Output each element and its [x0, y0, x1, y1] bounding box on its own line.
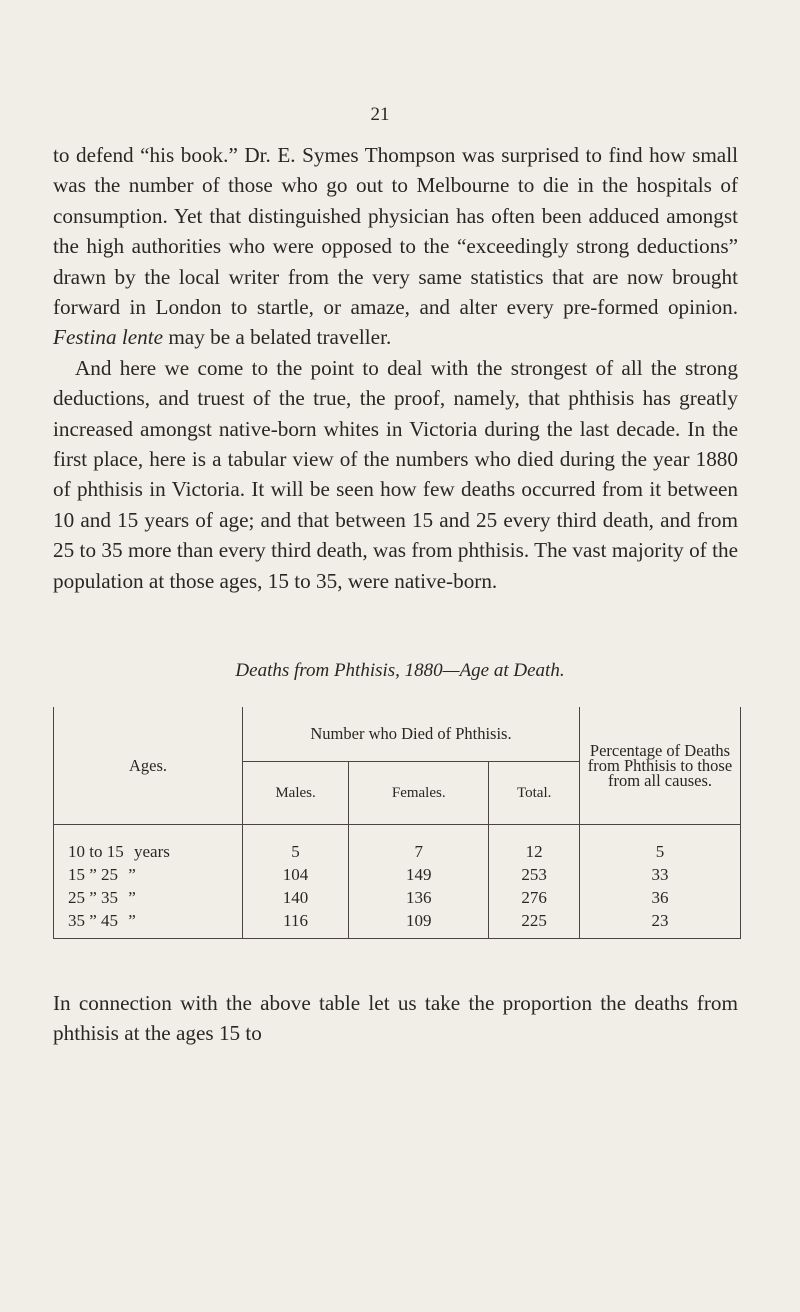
cell-percentage: 36	[580, 886, 741, 909]
header-percentage: Percentage of Deaths from Phthisis to those from all causes.	[580, 707, 741, 825]
closing-paragraph: In connection with the above table let us take the proportion the deaths from phthisis at the ages 15 to	[53, 991, 738, 1046]
cell-females: 136	[349, 886, 489, 909]
cell-age	[54, 825, 243, 864]
cell-total: 12	[489, 825, 580, 864]
cell-percentage: 5	[580, 825, 741, 864]
age-sep: ”	[89, 864, 97, 884]
page-number: 21	[370, 104, 390, 125]
paragraph-1-italic: Festina lente	[53, 325, 164, 350]
cell-males: 5	[243, 825, 349, 864]
table-row	[54, 909, 741, 939]
age-unit: ”	[128, 910, 136, 930]
paragraph-1-text: to defend “his book.” Dr. E. Symes Thompson was surprised to find how small was the number of those who go out to Melbourne to die in the hospitals of consumption. Yet that distinguished physician has often been adduced amongst the high authorities who were opposed to the “exceedingly strong deductions” drawn by the local writer from the very same statistics that are now brought forward in London to startle, or amaze, and alter every pre-formed opinion.	[53, 143, 738, 320]
cell-percentage: 23	[580, 909, 741, 939]
age-sep: ”	[89, 887, 97, 907]
table-header-row	[54, 707, 741, 762]
paragraph-1-tail: may be a belated traveller.	[163, 325, 392, 350]
cell-males: 116	[243, 909, 349, 939]
header-females: Females.	[349, 762, 489, 825]
age-to: 15	[106, 841, 124, 861]
cell-total: 276	[489, 886, 580, 909]
age-from: 15	[68, 864, 85, 884]
age-from: 35	[68, 910, 85, 930]
header-ages: Ages.	[54, 707, 243, 825]
age-unit: years	[133, 841, 170, 861]
cell-females: 149	[349, 863, 489, 886]
cell-males: 104	[243, 863, 349, 886]
age-unit: ”	[128, 887, 136, 907]
cell-males: 140	[243, 886, 349, 909]
cell-percentage: 33	[580, 863, 741, 886]
table-row	[54, 863, 741, 886]
body-text	[53, 140, 738, 596]
age-sep: ”	[89, 910, 97, 930]
cell-total: 225	[489, 909, 580, 939]
cell-age	[54, 886, 243, 909]
table-row	[54, 886, 741, 909]
paragraph-1	[53, 140, 738, 353]
table-row	[54, 825, 741, 864]
cell-total: 253	[489, 863, 580, 886]
age-from: 10	[68, 841, 85, 861]
table-caption: Deaths from Phthisis, 1880—Age at Death.	[235, 660, 565, 681]
age-to: 35	[101, 887, 119, 907]
phthisis-table	[53, 707, 741, 939]
cell-females: 7	[349, 825, 489, 864]
age-sep: to	[89, 841, 103, 861]
header-males: Males.	[243, 762, 349, 825]
cell-age	[54, 909, 243, 939]
cell-age	[54, 863, 243, 886]
age-from: 25	[68, 887, 85, 907]
header-number-group: Number who Died of Phthisis.	[243, 707, 580, 762]
table-body	[54, 825, 741, 939]
age-unit: ”	[128, 864, 136, 884]
age-to: 45	[101, 910, 119, 930]
header-total: Total.	[489, 762, 580, 825]
paragraph-2: And here we come to the point to deal with the strongest of all the strong deductions, and truest of the true, the proof, namely, that phthisis has greatly increased amongst native-born whites in Victoria during the last decade. In the first place, here is a tabular view of the numbers who died during the year 1880 of phthisis in Victoria. It will be seen how few deaths occurred from it between 10 and 15 years of age; and that between 15 and 25 every third death, and from 25 to 35 more than every third death, was from phthisis. The vast majority of the population at those ages, 15 to 35, were native-born.	[53, 355, 738, 593]
age-to: 25	[101, 864, 119, 884]
cell-females: 109	[349, 909, 489, 939]
